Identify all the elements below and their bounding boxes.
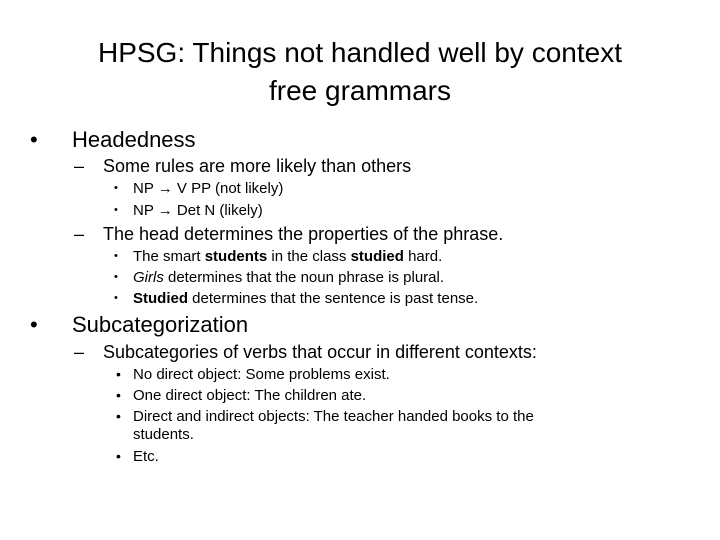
example-studied-text: Studied determines that the sentence is past tense. xyxy=(133,290,479,307)
bullet-marker: • xyxy=(30,127,38,152)
head-determines-text: The head determines the properties of the phrase. xyxy=(103,224,504,244)
bullet-marker: • xyxy=(114,182,118,194)
subcat-no-direct-object-text: No direct object: Some problems exist. xyxy=(133,366,390,383)
bullet-marker: • xyxy=(114,292,118,304)
title-line-1: HPSG: Things not handled well by context xyxy=(97,37,622,68)
slide-title xyxy=(0,34,720,110)
subcat-one-direct-object-text: One direct object: The children ate. xyxy=(133,387,367,404)
bold-studied: studied xyxy=(350,248,404,265)
bullet-marker: • xyxy=(116,387,121,403)
rule-np-det-n-text: NP → Det N (likely) xyxy=(133,202,263,219)
bullet-marker: • xyxy=(116,448,121,464)
bullet-marker: • xyxy=(116,366,121,382)
subcat-direct-indirect-cont xyxy=(133,426,194,443)
bold-studied-start: Studied xyxy=(133,290,188,307)
dash-marker: – xyxy=(74,224,85,244)
subcat-etc-text: Etc. xyxy=(133,448,159,465)
verb-subcategories-text: Subcategories of verbs that occur in different contexts: xyxy=(103,342,537,362)
bullet-marker: • xyxy=(116,408,121,424)
subcat-direct-indirect-cont-text: students. xyxy=(133,426,194,443)
heading-headedness: Headedness xyxy=(72,127,196,152)
bullet-marker: • xyxy=(114,204,118,216)
subcat-direct-indirect-text: Direct and indirect objects: The teacher handed books to the xyxy=(133,408,534,425)
title-line-2: free grammars xyxy=(268,75,452,106)
bullet-marker: • xyxy=(114,271,118,283)
heading-subcategorization: Subcategorization xyxy=(72,312,249,337)
italic-girls: Girls xyxy=(133,269,164,286)
example-girls-text: Girls determines that the noun phrase is plural. xyxy=(133,269,444,286)
rules-likelihood-text: Some rules are more likely than others xyxy=(103,156,412,176)
bullet-marker: • xyxy=(30,312,38,337)
bullet-marker: • xyxy=(114,250,118,262)
bold-students: students xyxy=(204,248,268,265)
dash-marker: – xyxy=(74,156,85,176)
rule-np-vpp-text: NP → V PP (not likely) xyxy=(133,180,284,197)
dash-marker: – xyxy=(74,342,85,362)
example-smart-students-text: The smart students in the class studied hard. xyxy=(133,248,443,265)
